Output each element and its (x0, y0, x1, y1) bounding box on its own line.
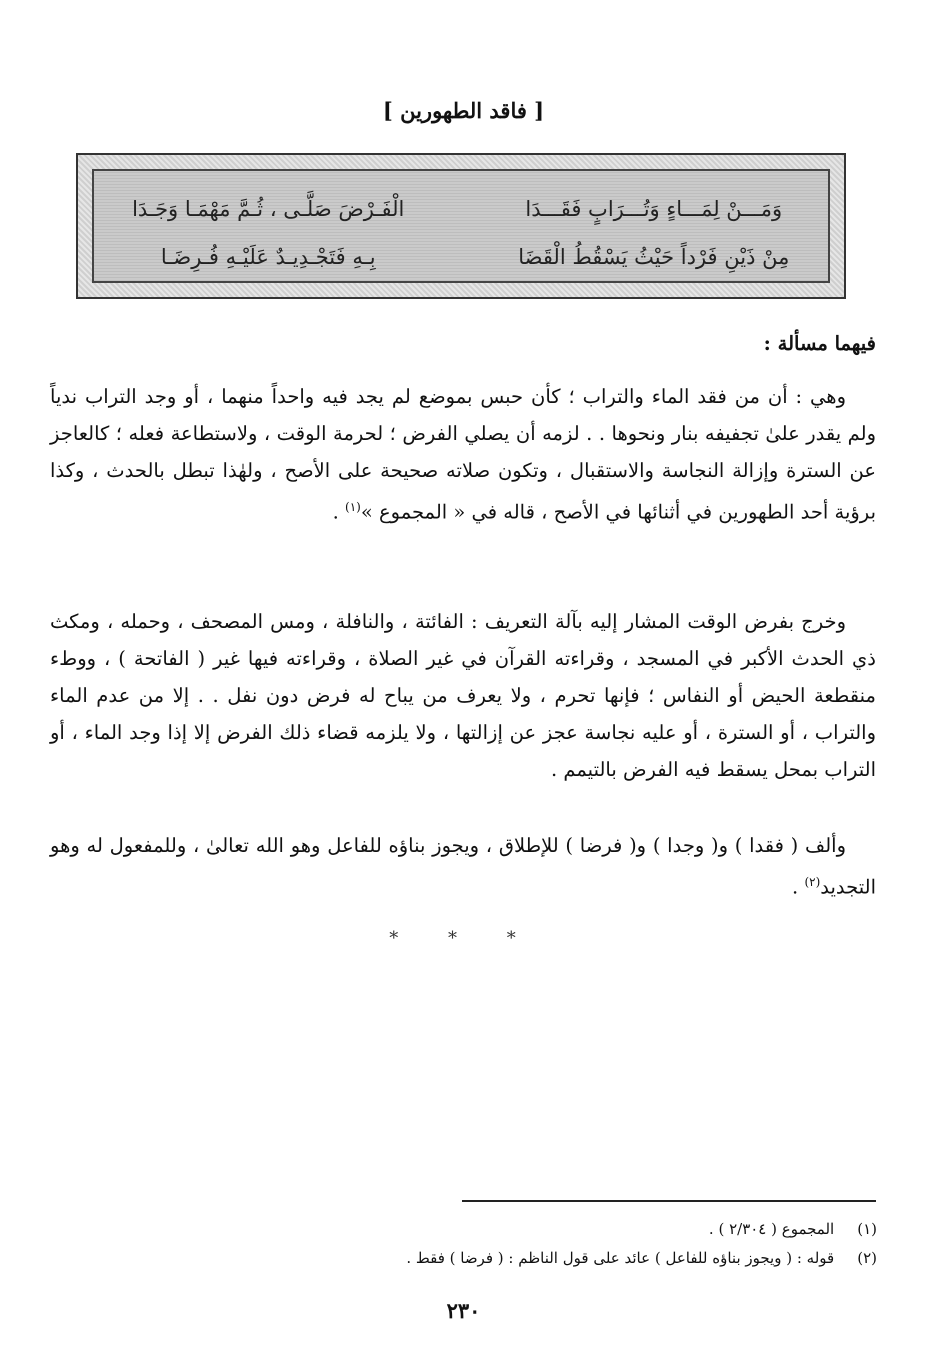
verse-line-1-second-half: الْفَـرْضَ صَلَّـى ، ثُـمَّ مَهْمَـا وَجَـدَا (132, 197, 405, 221)
footnote-2-number: (٢) (857, 1249, 877, 1267)
paragraph-3-text: وألف ( فقدا ) و( وجدا ) و( فرضا ) للإطلاق ، ويجوز بناؤه للفاعل وهو الله تعالىٰ ، وللمفعول له وهو التجديد (50, 834, 876, 899)
footnote-2 (51, 1247, 877, 1269)
verse-line-2-second-half: بِـهِ فَتَجْـدِيـدٌ عَلَيْـهِ فُـرِضَـا (160, 245, 376, 269)
footnote-ref-2: (٢) (804, 875, 821, 889)
paragraph-2: وخرج بفرض الوقت المشار إليه بآلة التعريف : الفائتة ، والنافلة ، ومس المصحف ، وحمله ، ومكث ذي الحدث الأكبر في المسجد ، وقراءته القرآن في غير الصلاة ، وقراءته فيها غير ( الفاتحة ) ، ووطء منقطعة الحيض أو النفاس ؛ فإنها تحرم ، ولا يعرف من يباح له فرض دون نفل . . إلا من عدم الماء والتراب ، أو السترة ، أو عليه نجاسة عجز عن إزالتها ، ولا يلزمه قضاء ذلك الفرض إلا إذا وجد الماء ، أو التراب بمحل يسقط فيه الفرض بالتيمم . (50, 610, 876, 781)
verse-line-2-first-half: مِنْ ذَيْنِ فَرْداً حَيْثُ يَسْقُطُ الْقَضَا (518, 245, 790, 269)
paragraph-1 (50, 378, 876, 531)
footnote-ref-1: (١) (345, 500, 361, 514)
verse-frame (76, 153, 846, 299)
page-number: ٢٣٠ (446, 1298, 481, 1323)
footnote-1-number: (١) (857, 1220, 877, 1238)
verse-line-1 (104, 187, 818, 231)
paragraph-1-text: وهي : أن من فقد الماء والتراب ؛ كأن حبس بموضع لم يجد فيه واحداً منهما ، أو وجد التراب ندياً ولم يقدر علىٰ تجفيفه بنار ونحوها . . لزمه أن يصلي الفرض ؛ لحرمة الوقت ، ولاستطاعة فعله ؛ كالعاجز عن السترة وإزالة النجاسة والاستقبال ، وتكون صلاته صحيحة على الأصح ، ولهٰذا تبطل بالحدث ، وكذا برؤية أحد الطهورين في أثنائها في الأصح ، قاله في « المجموع » (50, 385, 876, 524)
verse-line-1-first-half: وَمَـــنْ لِمَـــاءٍ وَتُـــرَابٍ فَقَـــدَا (525, 197, 783, 221)
paragraph-3 (50, 827, 876, 906)
question-heading: فيهما مسألة : (763, 332, 876, 355)
footnote-2-text: قوله : ( ويجوز بناؤه للفاعل ) عائد على قول الناظم : ( فرضا ) فقط . (406, 1249, 835, 1267)
section-title: [ فاقد الطهورين ] (382, 98, 545, 123)
paragraph-3-end: . (792, 875, 805, 899)
footnote-divider (462, 1200, 876, 1202)
verse-line-2 (104, 235, 818, 279)
paragraph-1-end: . (332, 500, 346, 524)
footnote-1 (51, 1218, 877, 1240)
footnote-1-text: المجموع ( ٢/٣٠٤ ) . (708, 1220, 835, 1238)
verse-inner-frame (92, 169, 830, 283)
section-separator: * * * (389, 928, 538, 949)
